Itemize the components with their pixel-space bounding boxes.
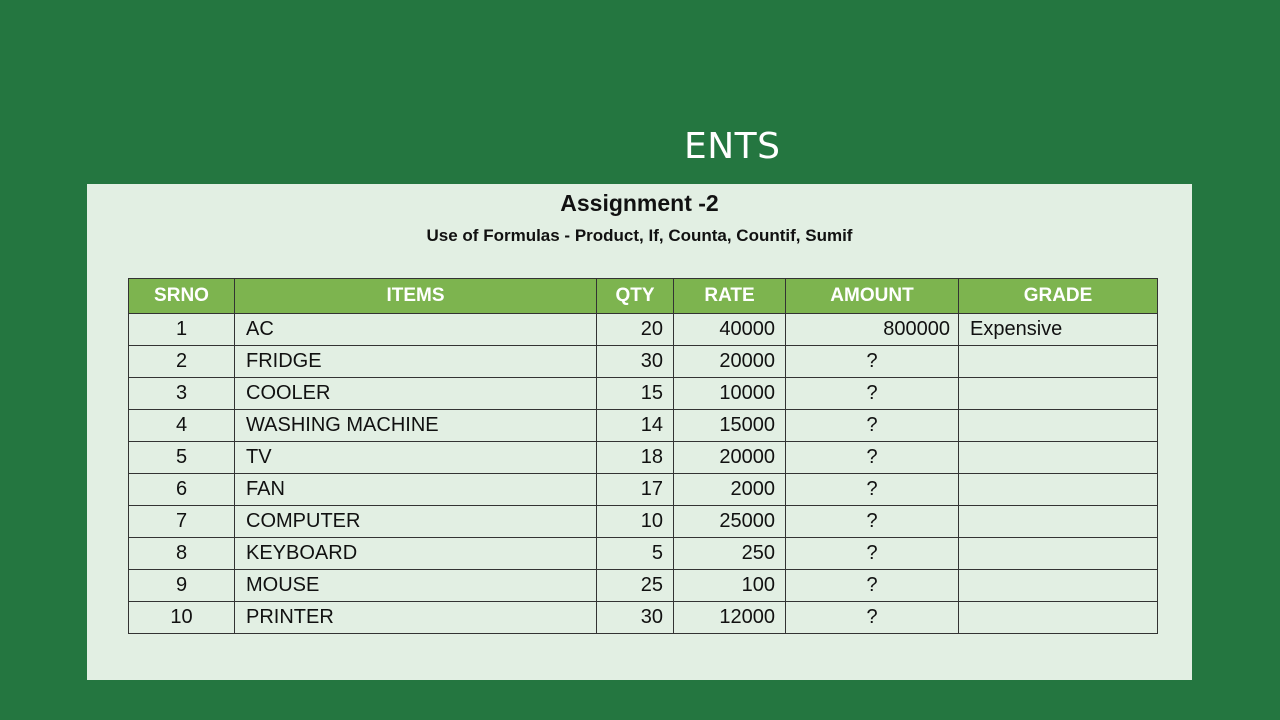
- table-row: [129, 314, 1158, 346]
- cell-srno[interactable]: 10: [129, 602, 235, 634]
- cell-rate[interactable]: 2000: [674, 474, 786, 506]
- column-header-items[interactable]: ITEMS: [235, 279, 597, 314]
- cell-srno[interactable]: 3: [129, 378, 235, 410]
- cell-qty[interactable]: 5: [597, 538, 674, 570]
- cell-srno[interactable]: 8: [129, 538, 235, 570]
- cell-grade[interactable]: [959, 538, 1158, 570]
- cell-srno[interactable]: 6: [129, 474, 235, 506]
- cell-rate[interactable]: 10000: [674, 378, 786, 410]
- cell-amount[interactable]: 800000: [786, 314, 959, 346]
- table-row: [129, 346, 1158, 378]
- cell-rate[interactable]: 20000: [674, 346, 786, 378]
- cell-item[interactable]: FAN: [235, 474, 597, 506]
- table-row: [129, 378, 1158, 410]
- assignment-panel: [87, 184, 1192, 680]
- cell-item[interactable]: TV: [235, 442, 597, 474]
- cell-item[interactable]: PRINTER: [235, 602, 597, 634]
- table-row: [129, 410, 1158, 442]
- cell-rate[interactable]: 100: [674, 570, 786, 602]
- cell-grade[interactable]: [959, 346, 1158, 378]
- cell-qty[interactable]: 10: [597, 506, 674, 538]
- cell-amount[interactable]: ?: [786, 346, 959, 378]
- table-row: [129, 474, 1158, 506]
- cell-qty[interactable]: 18: [597, 442, 674, 474]
- cell-item[interactable]: FRIDGE: [235, 346, 597, 378]
- cell-grade[interactable]: [959, 602, 1158, 634]
- cell-qty[interactable]: 30: [597, 346, 674, 378]
- cell-item[interactable]: COOLER: [235, 378, 597, 410]
- cell-qty[interactable]: 15: [597, 378, 674, 410]
- table-header-row: [129, 279, 1158, 314]
- cell-rate[interactable]: 40000: [674, 314, 786, 346]
- slide-title: ENTS: [684, 126, 781, 167]
- cell-item[interactable]: MOUSE: [235, 570, 597, 602]
- cell-grade[interactable]: [959, 474, 1158, 506]
- cell-grade[interactable]: [959, 506, 1158, 538]
- table-row: [129, 602, 1158, 634]
- column-header-srno[interactable]: SRNO: [129, 279, 235, 314]
- table-row: [129, 506, 1158, 538]
- assignment-title: Assignment -2: [560, 190, 719, 216]
- cell-qty[interactable]: 25: [597, 570, 674, 602]
- cell-amount[interactable]: ?: [786, 442, 959, 474]
- cell-item[interactable]: AC: [235, 314, 597, 346]
- table-row: [129, 442, 1158, 474]
- cell-rate[interactable]: 25000: [674, 506, 786, 538]
- cell-srno[interactable]: 1: [129, 314, 235, 346]
- cell-grade[interactable]: [959, 378, 1158, 410]
- cell-rate[interactable]: 20000: [674, 442, 786, 474]
- column-header-qty[interactable]: QTY: [597, 279, 674, 314]
- cell-srno[interactable]: 2: [129, 346, 235, 378]
- cell-item[interactable]: KEYBOARD: [235, 538, 597, 570]
- column-header-grade[interactable]: GRADE: [959, 279, 1158, 314]
- cell-rate[interactable]: 15000: [674, 410, 786, 442]
- cell-qty[interactable]: 30: [597, 602, 674, 634]
- column-header-amount[interactable]: AMOUNT: [786, 279, 959, 314]
- cell-amount[interactable]: ?: [786, 570, 959, 602]
- table-row: [129, 538, 1158, 570]
- cell-qty[interactable]: 14: [597, 410, 674, 442]
- cell-amount[interactable]: ?: [786, 538, 959, 570]
- cell-rate[interactable]: 250: [674, 538, 786, 570]
- cell-amount[interactable]: ?: [786, 506, 959, 538]
- cell-qty[interactable]: 17: [597, 474, 674, 506]
- cell-grade[interactable]: [959, 410, 1158, 442]
- cell-amount[interactable]: ?: [786, 474, 959, 506]
- cell-item[interactable]: COMPUTER: [235, 506, 597, 538]
- cell-amount[interactable]: ?: [786, 378, 959, 410]
- cell-srno[interactable]: 5: [129, 442, 235, 474]
- cell-qty[interactable]: 20: [597, 314, 674, 346]
- cell-grade[interactable]: [959, 570, 1158, 602]
- cell-grade[interactable]: Expensive: [959, 314, 1158, 346]
- cell-srno[interactable]: 9: [129, 570, 235, 602]
- cell-srno[interactable]: 7: [129, 506, 235, 538]
- cell-srno[interactable]: 4: [129, 410, 235, 442]
- cell-rate[interactable]: 12000: [674, 602, 786, 634]
- column-header-rate[interactable]: RATE: [674, 279, 786, 314]
- cell-amount[interactable]: ?: [786, 602, 959, 634]
- cell-item[interactable]: WASHING MACHINE: [235, 410, 597, 442]
- items-table: [128, 278, 1158, 634]
- assignment-subtitle: Use of Formulas - Product, If, Counta, Countif, Sumif: [426, 226, 853, 245]
- table-row: [129, 570, 1158, 602]
- cell-grade[interactable]: [959, 442, 1158, 474]
- cell-amount[interactable]: ?: [786, 410, 959, 442]
